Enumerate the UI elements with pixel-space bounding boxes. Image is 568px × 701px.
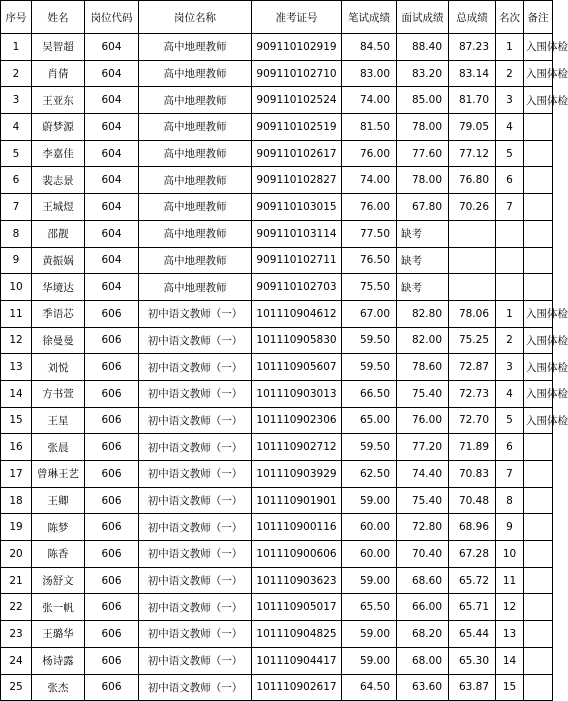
post-name-cell: 初中语文教师（一） <box>139 434 252 461</box>
rank-cell: 3 <box>496 87 524 114</box>
exam-id-cell: 101110900606 <box>252 541 342 568</box>
exam-id-cell: 101110904417 <box>252 647 342 674</box>
post-name-cell: 初中语文教师（一） <box>139 300 252 327</box>
interview-score-cell: 82.00 <box>397 327 449 354</box>
name-cell: 徐曼曼 <box>32 327 85 354</box>
written-score-cell: 76.00 <box>342 140 397 167</box>
name-cell: 王卿 <box>32 487 85 514</box>
post-name-cell: 初中语文教师（一） <box>139 407 252 434</box>
interview-score-cell: 70.40 <box>397 541 449 568</box>
column-header-written-score: 笔试成绩 <box>342 1 397 34</box>
total-score-cell <box>449 247 496 274</box>
total-score-cell: 81.70 <box>449 87 496 114</box>
written-score-cell: 60.00 <box>342 514 397 541</box>
exam-id-cell: 909110103015 <box>252 194 342 221</box>
post-code-cell: 604 <box>85 60 139 87</box>
post-code-cell: 606 <box>85 647 139 674</box>
exam-id-cell: 101110905607 <box>252 354 342 381</box>
post-code-cell: 604 <box>85 114 139 141</box>
post-code-cell: 606 <box>85 380 139 407</box>
rank-cell: 6 <box>496 167 524 194</box>
interview-score-cell: 68.60 <box>397 567 449 594</box>
post-name-cell: 高中地理教师 <box>139 274 252 301</box>
written-score-cell: 59.00 <box>342 647 397 674</box>
column-header-rank: 名次 <box>496 1 524 34</box>
post-code-cell: 604 <box>85 274 139 301</box>
name-cell: 邵靓 <box>32 220 85 247</box>
note-cell <box>524 621 553 648</box>
rank-cell: 9 <box>496 514 524 541</box>
written-score-cell: 83.00 <box>342 60 397 87</box>
exam-id-cell: 909110102519 <box>252 114 342 141</box>
exam-id-cell: 101110903013 <box>252 380 342 407</box>
post-code-cell: 604 <box>85 34 139 61</box>
exam-id-cell: 101110905830 <box>252 327 342 354</box>
exam-id-cell: 909110102711 <box>252 247 342 274</box>
note-cell <box>524 541 553 568</box>
name-cell: 张一帆 <box>32 594 85 621</box>
interview-score-cell: 75.40 <box>397 380 449 407</box>
total-score-cell: 71.89 <box>449 434 496 461</box>
name-cell: 张杰 <box>32 674 85 701</box>
note-cell <box>524 220 553 247</box>
rank-cell: 11 <box>496 567 524 594</box>
table-row <box>1 114 553 141</box>
rank-cell: 3 <box>496 354 524 381</box>
post-name-cell: 初中语文教师（一） <box>139 354 252 381</box>
interview-score-cell: 67.80 <box>397 194 449 221</box>
interview-score-cell: 72.80 <box>397 514 449 541</box>
table-row <box>1 487 553 514</box>
post-code-cell: 606 <box>85 300 139 327</box>
table-row <box>1 327 553 354</box>
total-score-cell: 77.12 <box>449 140 496 167</box>
table-row <box>1 461 553 488</box>
interview-score-cell: 缺考 <box>397 274 449 301</box>
note-cell <box>524 487 553 514</box>
total-score-cell: 78.06 <box>449 300 496 327</box>
table-body <box>1 34 568 701</box>
column-header-total-score: 总成绩 <box>449 1 496 34</box>
interview-score-cell: 缺考 <box>397 247 449 274</box>
seq-cell: 24 <box>1 647 32 674</box>
note-cell <box>524 167 553 194</box>
rank-cell: 1 <box>496 300 524 327</box>
written-score-cell: 75.50 <box>342 274 397 301</box>
table-row <box>1 380 553 407</box>
table-row <box>1 60 553 87</box>
post-name-cell: 高中地理教师 <box>139 247 252 274</box>
exam-id-cell: 101110904612 <box>252 300 342 327</box>
rank-cell: 6 <box>496 434 524 461</box>
rank-cell: 14 <box>496 647 524 674</box>
total-score-cell: 72.73 <box>449 380 496 407</box>
rank-cell: 7 <box>496 461 524 488</box>
written-score-cell: 62.50 <box>342 461 397 488</box>
rank-cell: 8 <box>496 487 524 514</box>
written-score-cell: 59.50 <box>342 327 397 354</box>
interview-score-cell: 78.00 <box>397 114 449 141</box>
written-score-cell: 74.00 <box>342 167 397 194</box>
post-code-cell: 604 <box>85 194 139 221</box>
seq-cell: 23 <box>1 621 32 648</box>
post-name-cell: 初中语文教师（一） <box>139 674 252 701</box>
interview-score-cell: 83.20 <box>397 60 449 87</box>
total-score-cell: 68.96 <box>449 514 496 541</box>
total-score-cell: 65.72 <box>449 567 496 594</box>
table-row <box>1 220 553 247</box>
written-score-cell: 60.00 <box>342 541 397 568</box>
name-cell: 肖倩 <box>32 60 85 87</box>
total-score-cell: 70.26 <box>449 194 496 221</box>
post-name-cell: 初中语文教师（一） <box>139 541 252 568</box>
exam-id-cell: 101110903929 <box>252 461 342 488</box>
written-score-cell: 81.50 <box>342 114 397 141</box>
post-name-cell: 初中语文教师（一） <box>139 567 252 594</box>
name-cell: 杨诗露 <box>32 647 85 674</box>
rank-cell: 12 <box>496 594 524 621</box>
rank-cell: 5 <box>496 140 524 167</box>
note-cell <box>524 114 553 141</box>
written-score-cell: 64.50 <box>342 674 397 701</box>
name-cell: 陈梦 <box>32 514 85 541</box>
post-code-cell: 604 <box>85 167 139 194</box>
post-code-cell: 604 <box>85 247 139 274</box>
post-name-cell: 高中地理教师 <box>139 220 252 247</box>
rank-cell <box>496 274 524 301</box>
written-score-cell: 59.00 <box>342 567 397 594</box>
post-code-cell: 606 <box>85 514 139 541</box>
rank-cell: 4 <box>496 380 524 407</box>
table-row <box>1 140 553 167</box>
interview-score-cell: 75.40 <box>397 487 449 514</box>
name-cell: 裴志景 <box>32 167 85 194</box>
exam-id-cell: 909110102710 <box>252 60 342 87</box>
seq-cell: 21 <box>1 567 32 594</box>
table-row <box>1 167 553 194</box>
name-cell: 王星 <box>32 407 85 434</box>
post-code-cell: 606 <box>85 354 139 381</box>
seq-cell: 11 <box>1 300 32 327</box>
rank-cell: 7 <box>496 194 524 221</box>
post-code-cell: 606 <box>85 621 139 648</box>
interview-score-cell: 88.40 <box>397 34 449 61</box>
table-row <box>1 247 553 274</box>
seq-cell: 13 <box>1 354 32 381</box>
note-cell: 入围体检 <box>524 380 553 407</box>
seq-cell: 17 <box>1 461 32 488</box>
name-cell: 王城煜 <box>32 194 85 221</box>
table-row <box>1 594 553 621</box>
total-score-cell: 70.48 <box>449 487 496 514</box>
post-name-cell: 初中语文教师（一） <box>139 514 252 541</box>
post-name-cell: 初中语文教师（一） <box>139 647 252 674</box>
rank-cell: 1 <box>496 34 524 61</box>
rank-cell <box>496 220 524 247</box>
note-cell: 入围体检 <box>524 87 553 114</box>
total-score-cell: 79.05 <box>449 114 496 141</box>
note-cell <box>524 674 553 701</box>
seq-cell: 22 <box>1 594 32 621</box>
total-score-cell: 65.71 <box>449 594 496 621</box>
exam-id-cell: 909110102703 <box>252 274 342 301</box>
note-cell <box>524 274 553 301</box>
total-score-cell: 87.23 <box>449 34 496 61</box>
post-name-cell: 高中地理教师 <box>139 140 252 167</box>
written-score-cell: 77.50 <box>342 220 397 247</box>
column-header-post-code: 岗位代码 <box>85 1 139 34</box>
column-header-post-name: 岗位名称 <box>139 1 252 34</box>
total-score-cell: 67.28 <box>449 541 496 568</box>
total-score-cell: 70.83 <box>449 461 496 488</box>
seq-cell: 15 <box>1 407 32 434</box>
exam-id-cell: 101110900116 <box>252 514 342 541</box>
note-cell: 入围体检 <box>524 34 553 61</box>
table-row <box>1 674 553 701</box>
seq-cell: 19 <box>1 514 32 541</box>
post-code-cell: 606 <box>85 407 139 434</box>
total-score-cell: 65.44 <box>449 621 496 648</box>
exam-id-cell: 909110102617 <box>252 140 342 167</box>
post-name-cell: 初中语文教师（一） <box>139 327 252 354</box>
post-code-cell: 606 <box>85 567 139 594</box>
written-score-cell: 66.50 <box>342 380 397 407</box>
post-name-cell: 初中语文教师（一） <box>139 487 252 514</box>
written-score-cell: 59.00 <box>342 487 397 514</box>
interview-score-cell: 82.80 <box>397 300 449 327</box>
post-name-cell: 高中地理教师 <box>139 34 252 61</box>
column-header-name: 姓名 <box>32 1 85 34</box>
post-name-cell: 初中语文教师（一） <box>139 461 252 488</box>
seq-cell: 12 <box>1 327 32 354</box>
post-name-cell: 高中地理教师 <box>139 167 252 194</box>
exam-id-cell: 101110902617 <box>252 674 342 701</box>
seq-cell: 5 <box>1 140 32 167</box>
exam-id-cell: 909110103114 <box>252 220 342 247</box>
exam-id-cell: 101110902712 <box>252 434 342 461</box>
note-cell <box>524 594 553 621</box>
note-cell: 入围体检 <box>524 327 553 354</box>
name-cell: 王亚东 <box>32 87 85 114</box>
written-score-cell: 84.50 <box>342 34 397 61</box>
interview-score-cell: 78.00 <box>397 167 449 194</box>
rank-cell <box>496 247 524 274</box>
table-row <box>1 194 553 221</box>
seq-cell: 2 <box>1 60 32 87</box>
table-row <box>1 621 553 648</box>
seq-cell: 6 <box>1 167 32 194</box>
written-score-cell: 67.00 <box>342 300 397 327</box>
name-cell: 刘悦 <box>32 354 85 381</box>
note-cell <box>524 461 553 488</box>
seq-cell: 10 <box>1 274 32 301</box>
post-code-cell: 606 <box>85 327 139 354</box>
rank-cell: 2 <box>496 327 524 354</box>
seq-cell: 20 <box>1 541 32 568</box>
note-cell: 入围体检 <box>524 300 553 327</box>
note-cell: 入围体检 <box>524 407 553 434</box>
seq-cell: 9 <box>1 247 32 274</box>
rank-cell: 5 <box>496 407 524 434</box>
total-score-cell: 72.87 <box>449 354 496 381</box>
rank-cell: 2 <box>496 60 524 87</box>
table-row <box>1 354 553 381</box>
name-cell: 季语芯 <box>32 300 85 327</box>
total-score-cell: 75.25 <box>449 327 496 354</box>
note-cell <box>524 514 553 541</box>
table-row <box>1 34 553 61</box>
rank-cell: 4 <box>496 114 524 141</box>
table-row <box>1 87 553 114</box>
written-score-cell: 59.00 <box>342 621 397 648</box>
post-code-cell: 604 <box>85 140 139 167</box>
interview-score-cell: 78.60 <box>397 354 449 381</box>
seq-cell: 18 <box>1 487 32 514</box>
name-cell: 曾琳王艺 <box>32 461 85 488</box>
post-code-cell: 606 <box>85 541 139 568</box>
column-header-exam-id: 准考证号 <box>252 1 342 34</box>
post-code-cell: 606 <box>85 434 139 461</box>
column-header-interview-score: 面试成绩 <box>397 1 449 34</box>
interview-score-cell: 77.20 <box>397 434 449 461</box>
note-cell <box>524 567 553 594</box>
header-row <box>1 1 553 34</box>
interview-score-cell: 68.20 <box>397 621 449 648</box>
table-row <box>1 647 553 674</box>
note-cell <box>524 434 553 461</box>
table-row <box>1 300 553 327</box>
exam-id-cell: 909110102524 <box>252 87 342 114</box>
note-cell: 入围体检 <box>524 354 553 381</box>
seq-cell: 16 <box>1 434 32 461</box>
seq-cell: 14 <box>1 380 32 407</box>
note-cell <box>524 194 553 221</box>
interview-score-cell: 68.00 <box>397 647 449 674</box>
name-cell: 汤舒文 <box>32 567 85 594</box>
interview-score-cell: 77.60 <box>397 140 449 167</box>
name-cell: 王璐华 <box>32 621 85 648</box>
name-cell: 张晨 <box>32 434 85 461</box>
table-row <box>1 541 553 568</box>
exam-id-cell: 101110904825 <box>252 621 342 648</box>
interview-score-cell: 缺考 <box>397 220 449 247</box>
interview-score-cell: 74.40 <box>397 461 449 488</box>
note-cell <box>524 140 553 167</box>
post-code-cell: 606 <box>85 487 139 514</box>
interview-score-cell: 63.60 <box>397 674 449 701</box>
name-cell: 陈香 <box>32 541 85 568</box>
name-cell: 华境达 <box>32 274 85 301</box>
seq-cell: 8 <box>1 220 32 247</box>
exam-id-cell: 101110905017 <box>252 594 342 621</box>
seq-cell: 7 <box>1 194 32 221</box>
table-row <box>1 434 553 461</box>
interview-score-cell: 66.00 <box>397 594 449 621</box>
post-name-cell: 高中地理教师 <box>139 87 252 114</box>
table-row <box>1 274 553 301</box>
post-name-cell: 高中地理教师 <box>139 194 252 221</box>
total-score-cell: 76.80 <box>449 167 496 194</box>
note-cell: 入围体检 <box>524 60 553 87</box>
rank-cell: 10 <box>496 541 524 568</box>
rank-cell: 15 <box>496 674 524 701</box>
total-score-cell <box>449 274 496 301</box>
post-name-cell: 高中地理教师 <box>139 60 252 87</box>
seq-cell: 3 <box>1 87 32 114</box>
exam-id-cell: 909110102919 <box>252 34 342 61</box>
table-row <box>1 407 553 434</box>
total-score-cell: 65.30 <box>449 647 496 674</box>
seq-cell: 1 <box>1 34 32 61</box>
written-score-cell: 74.00 <box>342 87 397 114</box>
name-cell: 蔚梦源 <box>32 114 85 141</box>
exam-id-cell: 101110903623 <box>252 567 342 594</box>
post-code-cell: 604 <box>85 87 139 114</box>
post-name-cell: 高中地理教师 <box>139 114 252 141</box>
post-code-cell: 604 <box>85 220 139 247</box>
written-score-cell: 59.50 <box>342 434 397 461</box>
post-code-cell: 606 <box>85 674 139 701</box>
column-header-seq: 序号 <box>1 1 32 34</box>
post-name-cell: 初中语文教师（一） <box>139 621 252 648</box>
exam-id-cell: 909110102827 <box>252 167 342 194</box>
seq-cell: 4 <box>1 114 32 141</box>
name-cell: 李嘉佳 <box>32 140 85 167</box>
total-score-cell: 63.87 <box>449 674 496 701</box>
name-cell: 方书萱 <box>32 380 85 407</box>
seq-cell: 25 <box>1 674 32 701</box>
table-row <box>1 567 553 594</box>
note-cell <box>524 247 553 274</box>
note-cell <box>524 647 553 674</box>
table-row <box>1 514 553 541</box>
name-cell: 吴智超 <box>32 34 85 61</box>
column-header-note: 备注 <box>524 1 553 34</box>
total-score-cell <box>449 220 496 247</box>
written-score-cell: 59.50 <box>342 354 397 381</box>
written-score-cell: 76.50 <box>342 247 397 274</box>
total-score-cell: 72.70 <box>449 407 496 434</box>
interview-score-cell: 76.00 <box>397 407 449 434</box>
written-score-cell: 76.00 <box>342 194 397 221</box>
name-cell: 黄振娲 <box>32 247 85 274</box>
post-name-cell: 初中语文教师（一） <box>139 594 252 621</box>
rank-cell: 13 <box>496 621 524 648</box>
post-code-cell: 606 <box>85 461 139 488</box>
written-score-cell: 65.00 <box>342 407 397 434</box>
interview-score-cell: 85.00 <box>397 87 449 114</box>
exam-id-cell: 101110901901 <box>252 487 342 514</box>
post-code-cell: 606 <box>85 594 139 621</box>
total-score-cell: 83.14 <box>449 60 496 87</box>
post-name-cell: 初中语文教师（一） <box>139 380 252 407</box>
exam-id-cell: 101110902306 <box>252 407 342 434</box>
written-score-cell: 65.50 <box>342 594 397 621</box>
